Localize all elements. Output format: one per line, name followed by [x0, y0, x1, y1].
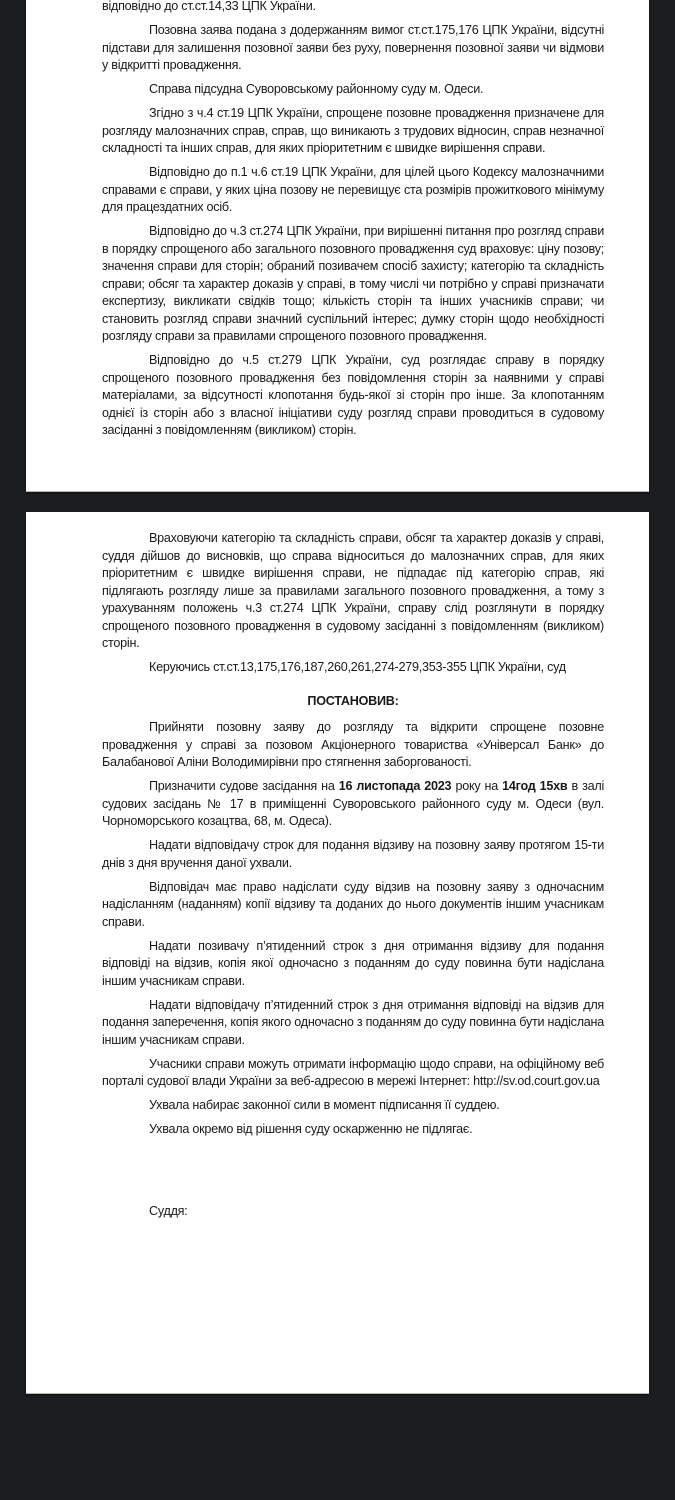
ruling-item: Надати відповідачу п’ятиденний строк з дня отримання відповіді на відзив для подання заперечення, копія якого одночасно з поданням до суду повинна бути надіслана іншим учасникам справи. — [102, 997, 605, 1047]
hearing-date: 16 листопада 2023 — [338, 779, 452, 793]
paragraph: Відповідно до ч.5 ст.279 ЦПК України, суд розглядає справу в порядку спрощеного позовного провадження без повідомлення сторін за наявними у справі матеріалами, за відсутності клопотання будь-якої зі сторін про інше. За клопотанням однієї із сторін або з власної ініціативи суду розгляд справи проводиться в судовому засіданні з повідомленням (викликом) сторін. — [102, 353, 604, 437]
ruling-item: Ухвала окремо від рішення суду оскарженню не підлягає. — [149, 1122, 473, 1136]
paragraph: відповідно до ст.ст.14,33 ЦПК України. — [102, 0, 316, 13]
ruling-hearing — [102, 778, 604, 831]
paragraph: Відповідно до ч.3 ст.274 ЦПК України, при вирішенні питання про розгляд справи в порядку спрощеного або загального позовного провадження суд враховує: ціну позову; значення справи для сторін; обраний позивачем спосіб захисту; категорію та складність справи; обсяг та характер доказів у справі, в тому числі чи потрібно у справі призначати експертизу, викликати свідків тощо; кількість сторін та інших учасників справи; чи становить розгляд справи значний суспільний інтерес; думку сторін щодо необхідності розгляду справи за правилами спрощеного позовного провадження. — [102, 224, 604, 343]
paragraph: Справа підсудна Суворовському районному суду м. Одеси. — [149, 82, 484, 96]
page-1-content — [102, 0, 604, 446]
hearing-middle: року на — [451, 779, 503, 793]
paragraph: Позовна заява подана з додержанням вимог ст.ст.175,176 ЦПК України, відсутні підстави для залишення позовної заяви без руху, повернення позовної заяви чи відмови у відкритті провадження. — [102, 23, 604, 72]
legal-basis: Керуючись ст.ст.13,175,176,187,260,261,274-279,353-355 ЦПК України, суд — [149, 660, 566, 674]
ruling-item: Ухвала набирає законної сили в момент підписання її суддею. — [149, 1098, 500, 1112]
paragraph: Враховуючи категорію та складність справи, обсяг та характер доказів у справі, суддя дійшов до висновків, що справа відноситься до малозначних справ, для яких пріоритетним є швидке вирішення справи, не підпадає під категорію справ, які підлягають розгляду лише за правилами загального позовного провадження, а тому з урахуванням положень ч.3 ст.274 ЦПК України, справу слід розглянути в порядку спрощеного позовного провадження в судовому засіданні з повідомленням (викликом) сторін. — [102, 531, 604, 650]
paragraph: Відповідно до п.1 ч.6 ст.19 ЦПК України, для цілей цього Кодексу малозначними справами є справи, у яких ціна позову не перевищує ста розмірів прожиткового мінімуму для працездатних осіб. — [102, 165, 604, 214]
page-2-content — [102, 530, 604, 1220]
paragraph: Згідно з ч.4 ст.19 ЦПК України, спрощене позовне провадження призначене для розгляду малозначних справ, справ, що виникають з трудових відносин, справ незначної складності та інших справ, для яких пріоритетним є швидке вирішення справи. — [102, 106, 604, 155]
document-page-1 — [26, 0, 649, 492]
hearing-location: в залі судових засідань № 17 в приміщенні Суворовського районного суду м. Одеси (вул. Чорноморського козацтва, 68, м. Одеса). — [102, 779, 604, 828]
judge-signature-label: Суддя: — [149, 1203, 188, 1218]
hearing-time: 14год 15хв — [502, 779, 568, 793]
ruling-item-court-website: Учасники справи можуть отримати інформацію щодо справи, на офіційному веб порталі судової влади України за веб-адресою в мережі Інтернет: http://sv.od.court.gov.ua — [102, 1056, 604, 1088]
document-page-2 — [26, 512, 649, 1394]
hearing-prefix: Призначити судове засідання на — [149, 779, 339, 793]
ruling-item: Надати позивачу п’ятиденний строк з дня отримання відзиву для подання відповіді на відзив, копія якої одночасно з поданням до суду повинна бути надіслана іншим учасникам справи. — [102, 938, 604, 988]
ruling-item: Надати відповідачу строк для подання відзиву на позовну заяву протягом 15-ти днів з дня вручення даної ухвали. — [102, 838, 604, 870]
ruling-heading: ПОСТАНОВИВ: — [307, 693, 399, 708]
ruling-item: Відповідач має право надіслати суду відзив на позовну заяву з одночасним надісланням (наданням) копії відзиву та доданих до нього документів іншим учасникам справи. — [102, 879, 604, 929]
ruling-accept-claim: Прийняти позовну заяву до розгляду та відкрити спрощене позовне провадження у справі за позовом Акціонерного товариства «Універсал Банк» до Балабанової Аліни Володимирівни про стягнення заборгованості. — [102, 720, 604, 769]
